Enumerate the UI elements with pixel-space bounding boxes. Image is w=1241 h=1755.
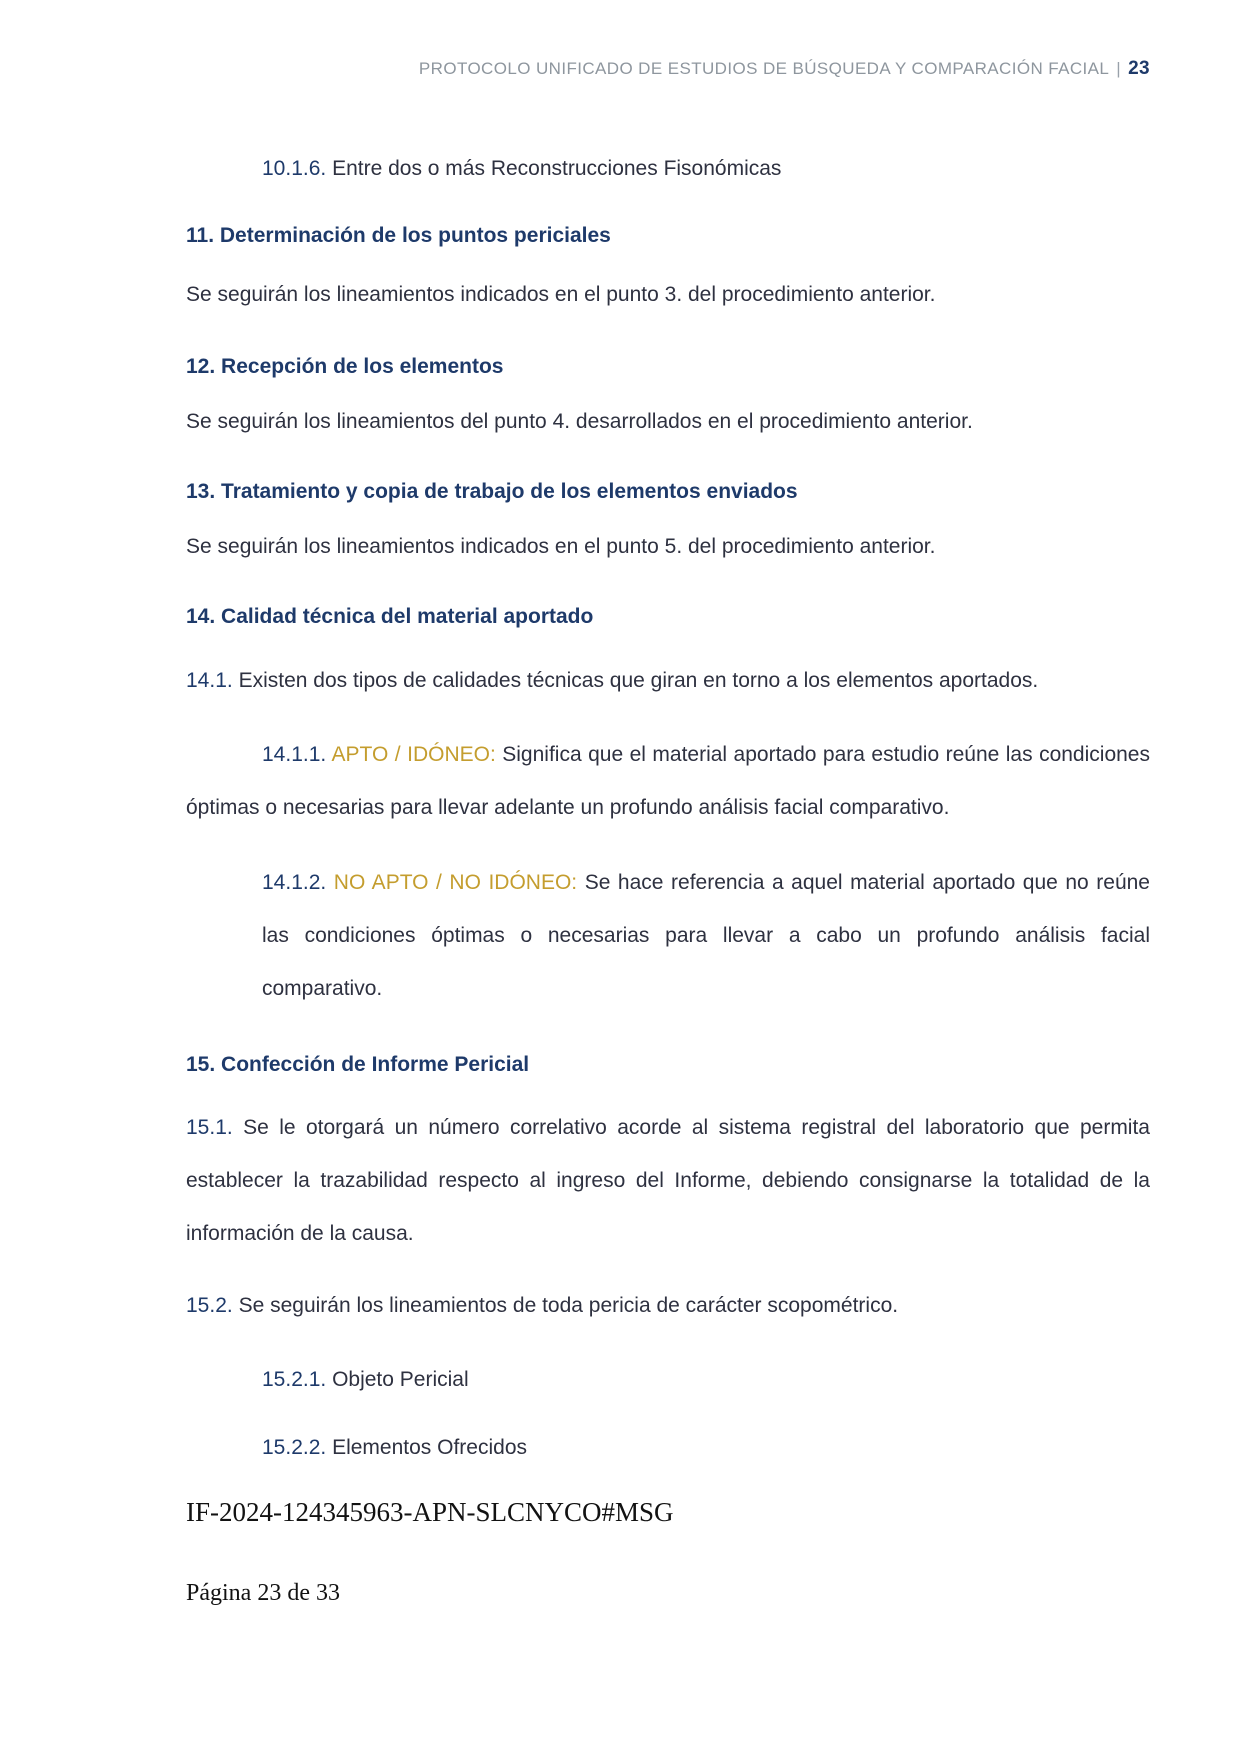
- section-number: 12.: [186, 355, 216, 378]
- section-heading-11: [186, 209, 1150, 262]
- clause-text: Entre dos o más Reconstrucciones Fisonómicas: [332, 157, 782, 180]
- clause-number: 15.2.1.: [262, 1368, 327, 1391]
- clause-text: Significa que el material aportado para estudio reúne las condiciones óptimas o necesarias para llevar adelante un profundo análisis facial comparativo.: [186, 743, 1150, 819]
- paragraph-14-1-2: [262, 856, 1150, 1015]
- clause-number: 14.1.: [186, 669, 233, 692]
- clause-text: Existen dos tipos de calidades técnicas que giran en torno a los elementos aportados.: [238, 669, 1039, 692]
- clause-number: 14.1.1.: [262, 743, 327, 766]
- clause-number: 15.2.2.: [262, 1436, 327, 1459]
- paragraph-15-2: [186, 1279, 1150, 1332]
- section-title: Confección de Informe Pericial: [221, 1053, 530, 1076]
- clause-text: Objeto Pericial: [332, 1368, 469, 1391]
- clause-number: 10.1.6.: [262, 157, 327, 180]
- clause-text: Se seguirán los lineamientos de toda pericia de carácter scopométrico.: [238, 1294, 899, 1317]
- running-header-title: PROTOCOLO UNIFICADO DE ESTUDIOS DE BÚSQUEDA Y COMPARACIÓN FACIAL: [418, 59, 1110, 78]
- section-title: Tratamiento y copia de trabajo de los elementos enviados: [221, 480, 798, 503]
- section-title: Determinación de los puntos periciales: [219, 224, 611, 247]
- clause-label-apto: APTO / IDÓNEO:: [331, 743, 496, 766]
- paragraph-12-body: Se seguirán los lineamientos del punto 4. desarrollados en el procedimiento anterior.: [186, 410, 973, 433]
- clause-number: 15.2.: [186, 1294, 233, 1317]
- subitem-15-2-2: [262, 1421, 1150, 1474]
- clause-text: Elementos Ofrecidos: [332, 1436, 527, 1459]
- paragraph-13-body: Se seguirán los lineamientos indicados en el punto 5. del procedimiento anterior.: [186, 535, 936, 558]
- clause-label-no-apto: NO APTO / NO IDÓNEO:: [333, 871, 578, 894]
- section-heading-12: [186, 340, 1150, 393]
- paragraph-14-1-1: [186, 728, 1150, 834]
- paragraph-11-body: Se seguirán los lineamientos indicados en el punto 3. del procedimiento anterior.: [186, 283, 936, 306]
- header-separator: |: [1116, 59, 1122, 78]
- section-number: 13.: [186, 480, 216, 503]
- running-header: [186, 58, 1150, 80]
- section-number: 14.: [186, 605, 216, 628]
- paragraph-14-1: [186, 654, 1150, 707]
- subitem-15-2-1: [262, 1353, 1150, 1406]
- section-title: Calidad técnica del material aportado: [221, 605, 594, 628]
- section-heading-14: [186, 590, 1150, 643]
- clause-text: Se hace referencia a aquel material aportado que no reúne las condiciones óptimas o necesarias para llevar a cabo un profundo análisis facial comparativo.: [262, 871, 1150, 1000]
- section-heading-13: [186, 465, 1150, 518]
- section-heading-15: [186, 1038, 1150, 1091]
- clause-number: 15.1.: [186, 1116, 233, 1139]
- footer-page-label: Página 23 de 33: [186, 1580, 340, 1606]
- clause-text: Se le otorgará un número correlativo acorde al sistema registral del laboratorio que permita establecer la trazabilidad respecto al ingreso del Informe, debiendo consignarse la totalidad de la información de la causa.: [186, 1116, 1150, 1245]
- section-number: 15.: [186, 1053, 216, 1076]
- subitem-10-1-6: [262, 142, 1150, 195]
- footer-reference-code: IF-2024-124345963-APN-SLCNYCO#MSG: [186, 1497, 674, 1527]
- section-title: Recepción de los elementos: [221, 355, 504, 378]
- section-number: 11.: [186, 224, 215, 247]
- paragraph-15-1: [186, 1101, 1150, 1260]
- header-page-number: 23: [1128, 58, 1150, 79]
- clause-number: 14.1.2.: [262, 871, 327, 894]
